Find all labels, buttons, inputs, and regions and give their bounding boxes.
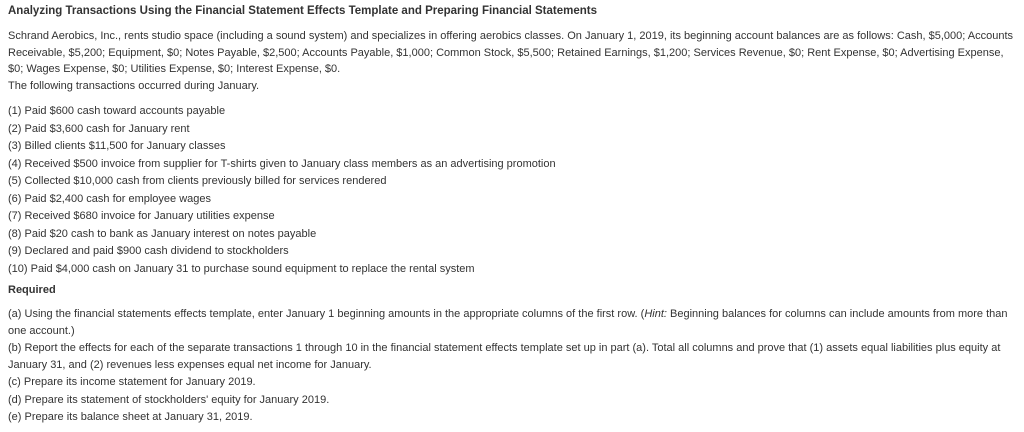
transactions-list: [8, 103, 1016, 278]
required-a-prefix: (a) Using the financial statements effects template, enter January 1 beginning amounts in the appropriate columns of the first row. (: [8, 308, 645, 320]
problem-title: Analyzing Transactions Using the Financial Statement Effects Template and Preparing Financial Statements: [8, 5, 597, 17]
hint-label: Hint:: [644, 308, 667, 320]
required-heading: Required: [8, 284, 56, 296]
transaction-item: (10) Paid $4,000 cash on January 31 to purchase sound equipment to replace the rental system: [8, 262, 475, 275]
required-item-a: [8, 306, 1016, 339]
required-item-c: (c) Prepare its income statement for January 2019.: [8, 376, 256, 388]
required-item-b: (b) Report the effects for each of the separate transactions 1 through 10 in the financial statement effects template set up in part (a). Total all columns and prove that (1) assets equal liabilities plus equity at January 31, and (2) revenues less expenses equal net income for January.: [8, 342, 1001, 371]
required-list: [8, 306, 1016, 426]
required-item-d: (d) Prepare its statement of stockholders' equity for January 2019.: [8, 393, 330, 406]
transaction-item: (8) Paid $20 cash to bank as January interest on notes payable: [8, 227, 317, 240]
required-a-suffix: Beginning balances for columns can include amounts from more than one account.): [8, 308, 1008, 337]
transactions-intro: The following transactions occurred during January.: [8, 79, 260, 92]
transaction-item: (2) Paid $3,600 cash for January rent: [8, 122, 190, 135]
transaction-item: (1) Paid $600 cash toward accounts payable: [8, 105, 226, 117]
transaction-item: (7) Received $680 invoice for January utilities expense: [8, 210, 275, 222]
required-item-e: (e) Prepare its balance sheet at January 31, 2019.: [8, 411, 253, 423]
transaction-item: (4) Received $500 invoice from supplier for T-shirts given to January class members as an advertising promotion: [8, 157, 556, 170]
transaction-item: (6) Paid $2,400 cash for employee wages: [8, 192, 212, 205]
problem-description: Schrand Aerobics, Inc., rents studio space (including a sound system) and specializes in offering aerobics classes. On January 1, 2019, its beginning account balances are as follows: Cash, $5,000; Accounts Receivable, $5,200; Equipment, $0; Notes Payable, $2,500; Accounts Payable, $1,000; Common Stock, $5,500; Retained Earnings, $1,200; Services Revenue, $0; Rent Expense, $0; Advertising Expense, $0; Wages Expense, $0; Utilities Expense, $0; Interest Expense, $0.: [8, 30, 1014, 75]
transaction-item: (3) Billed clients $11,500 for January classes: [8, 140, 226, 152]
transaction-item: (5) Collected $10,000 cash from clients previously billed for services rendered: [8, 175, 387, 187]
transaction-item: (9) Declared and paid $900 cash dividend to stockholders: [8, 245, 289, 257]
